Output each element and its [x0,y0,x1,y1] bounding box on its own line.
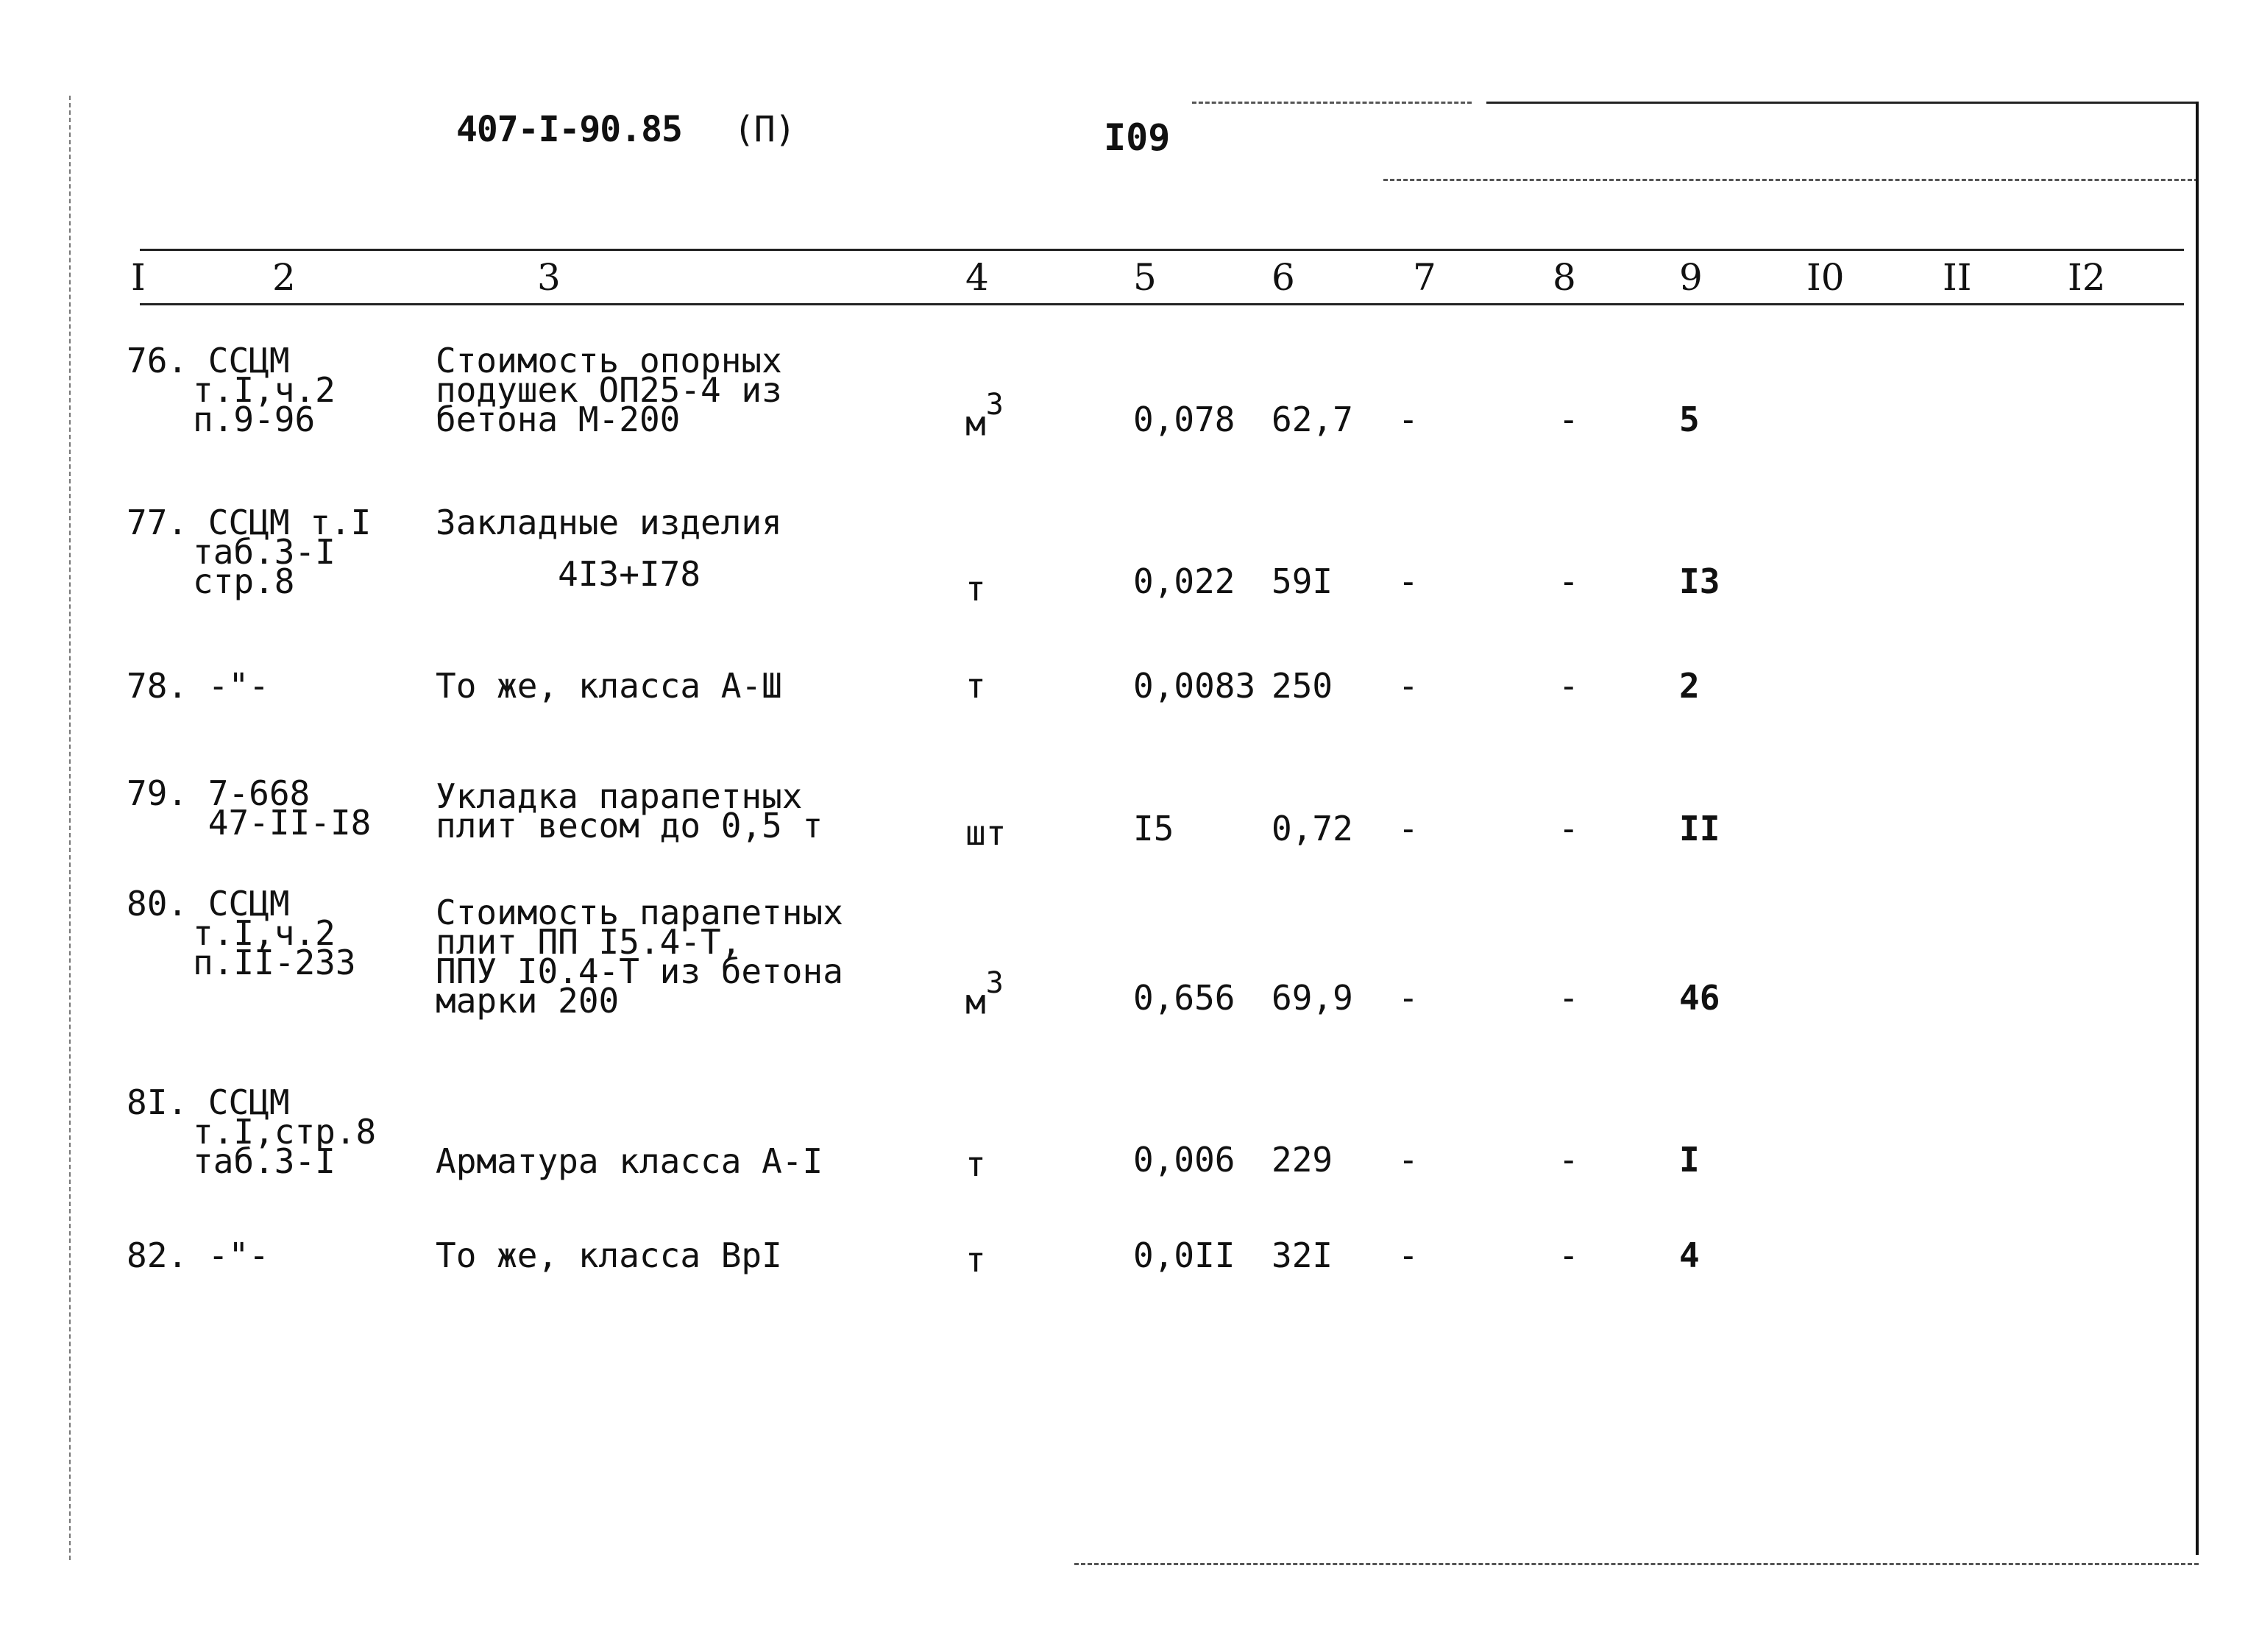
column-header: 2 [272,256,296,299]
row-col7: - [1398,1236,1419,1275]
row-total: I3 [1679,561,1720,601]
column-header: 3 [537,256,561,299]
row-price: 0,72 [1272,809,1353,848]
top-frame-line-2 [1383,179,2199,181]
row-col8: - [1558,1236,1579,1275]
column-header: I2 [2068,256,2106,299]
row-reference: 79. 7-668 47-II-I8 [127,773,372,843]
row-description: Арматура класса А-I [436,1141,823,1181]
row-col7: - [1398,666,1419,706]
row-total: 2 [1679,666,1700,706]
row-price: 59I [1272,561,1333,601]
column-header: 7 [1413,256,1436,299]
document-code-suffix: (П) [733,109,795,150]
row-quantity: 0,078 [1133,400,1235,439]
row-col8: - [1558,400,1579,439]
row-description: Укладка парапетных плит весом до 0,5 т [436,776,823,846]
row-description: То же, класса А-Ш [436,666,782,706]
table-header-top-line [140,249,2184,251]
row-unit: т [965,569,986,609]
left-frame-edge [69,96,71,1560]
row-price: 229 [1272,1140,1333,1180]
top-frame-line-right [1486,102,2199,104]
column-header: 5 [1133,256,1157,299]
column-header: 8 [1553,256,1576,299]
row-total: II [1679,809,1720,848]
row-description: Стоимость опорных подушек ОП25-4 из бетона М-200 [436,341,782,439]
row-col7: - [1398,1140,1419,1180]
row-col7: - [1398,561,1419,601]
column-header: II [1943,256,1972,299]
row-total: 46 [1679,978,1720,1018]
row-description: То же, класса ВрI [436,1236,782,1275]
row-unit: шт [965,813,1007,853]
row-col7: - [1398,978,1419,1018]
row-price: 62,7 [1272,400,1353,439]
column-header: I0 [1806,256,1845,299]
row-quantity: 0,006 [1133,1140,1235,1180]
top-frame-line-left [1192,102,1472,104]
row-reference: 77. ССЦМ т.I таб.3-I стр.8 [127,503,372,601]
row-quantity: 0,656 [1133,978,1235,1018]
row-col8: - [1558,809,1579,848]
bottom-frame-line [1074,1563,2199,1565]
column-header: 6 [1272,256,1295,299]
row-quantity: 0,0083 [1133,666,1256,706]
column-header: 9 [1679,256,1703,299]
column-header: 4 [965,256,989,299]
row-unit: т [965,666,986,706]
row-unit: т [965,1144,986,1184]
row-reference: 82. -"- [127,1236,269,1275]
row-reference: 8I. ССЦМ т.I,стр.8 таб.3-I [127,1082,377,1181]
page-number: I09 [1104,116,1171,159]
row-reference: 76. ССЦМ т.I,ч.2 п.9-96 [127,341,336,439]
column-header: I [131,256,146,299]
right-frame-edge [2196,102,2199,1555]
document-code-number: 407-I-90.85 [456,109,682,150]
row-col8: - [1558,978,1579,1018]
table-header-bottom-line [140,303,2184,305]
row-col8: - [1558,666,1579,706]
row-reference: 80. ССЦМ т.I,ч.2 п.II-233 [127,884,356,982]
row-col7: - [1398,400,1419,439]
row-col8: - [1558,1140,1579,1180]
row-col8: - [1558,561,1579,601]
row-quantity: 0,022 [1133,561,1235,601]
row-total: 4 [1679,1236,1700,1275]
row-reference: 78. -"- [127,666,269,706]
row-total: 5 [1679,400,1700,439]
row-unit: $м^3$ [965,388,1004,444]
row-col7: - [1398,809,1419,848]
document-code [456,109,795,150]
row-quantity: I5 [1133,809,1174,848]
row-total: I [1679,1140,1700,1180]
row-price: 69,9 [1272,978,1353,1018]
row-unit: $м^3$ [965,966,1004,1022]
row-price: 250 [1272,666,1333,706]
row-description: Стоимость парапетных плит ПП I5.4-Т, ППУ I0.4-Т из бетона марки 200 [436,893,843,1021]
row-price: 32I [1272,1236,1333,1275]
row-unit: т [965,1240,986,1280]
row-quantity: 0,0II [1133,1236,1235,1275]
row-description: Закладные изделия 4I3+I78 [436,503,782,594]
